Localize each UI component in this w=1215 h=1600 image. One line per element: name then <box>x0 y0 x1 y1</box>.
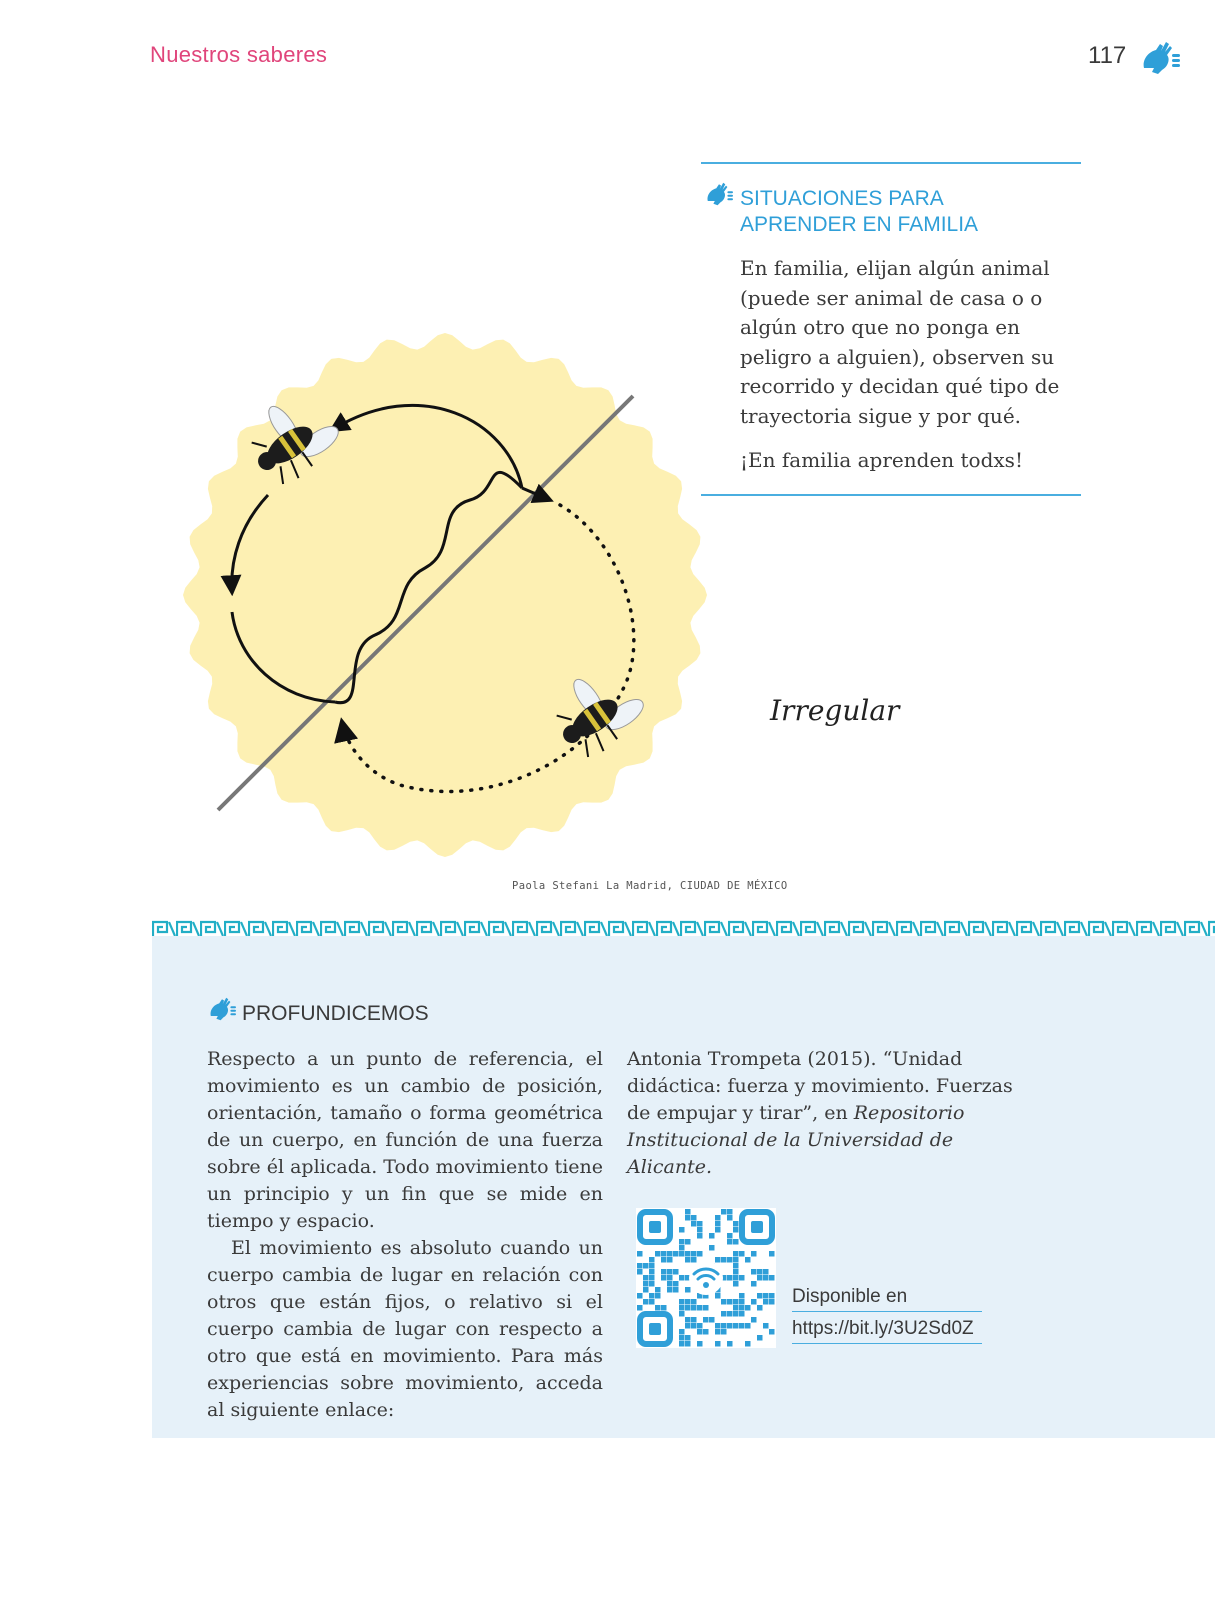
citation-text: Antonia Trompeta (2015). “Unidad didáctica: fuerza y movimiento. Fuerzas de empujar y tirar”, en <box>627 1048 1013 1124</box>
link-divider-bottom <box>792 1343 982 1344</box>
hand-sparkle-icon <box>1138 38 1182 78</box>
qr-code-icon[interactable] <box>636 1208 776 1348</box>
family-box-body: En familia, elijan algún animal (puede ser animal de casa o o algún otro que no ponga en peligro a alguien), observen su recorrido y decidan qué tipo de trayectoria sigue y por qué. <box>740 256 1060 428</box>
family-title-line2: APRENDER EN FAMILIA <box>740 213 979 236</box>
illustration-credit: Paola Stefani La Madrid, CIUDAD DE MÉXICO <box>512 880 788 892</box>
bottom-divider <box>701 494 1081 496</box>
section-title: Nuestros saberes <box>150 42 328 67</box>
sun-background <box>183 333 707 857</box>
hand-sparkle-icon <box>206 995 238 1023</box>
family-box-title <box>740 186 1080 238</box>
page-number: 117 <box>1088 42 1127 69</box>
handwritten-answer: Irregular <box>770 694 900 727</box>
available-label: Disponible en <box>792 1286 908 1307</box>
deepen-paragraph-1: Respecto a un punto de referencia, el movimiento es un cambio de posición, orientación, tamaño o forma geométrica de un cuerpo, en función de una fuerza sobre él aplicada. Todo movimiento tiene un principio y un fin que se mide en tiempo y espacio. <box>207 1048 603 1232</box>
deepen-right-column <box>627 1046 1027 1181</box>
citation-source: Repositorio Institucional de la Universidad de Alicante. <box>627 1102 965 1178</box>
family-box-closing: ¡En familia aprenden todxs! <box>740 448 1023 472</box>
resource-link[interactable]: https://bit.ly/3U2Sd0Z <box>792 1318 974 1339</box>
family-title-line1: SITUACIONES PARA <box>740 187 944 210</box>
hand-sparkle-icon <box>703 180 735 208</box>
deepen-left-column <box>207 1046 603 1424</box>
top-divider <box>701 162 1081 164</box>
deepen-title: PROFUNDICEMOS <box>242 1002 429 1025</box>
deepen-paragraph-2: El movimiento es absoluto cuando un cuerpo cambia de lugar en relación con otros que están fijos, o relativo si el cuerpo cambia de lugar con respecto a otro que está en movimiento. Para más experiencias sobre movimiento, acceda al siguiente enlace: <box>207 1237 603 1421</box>
link-divider-top <box>792 1311 982 1312</box>
trajectory-illustration <box>170 330 720 880</box>
